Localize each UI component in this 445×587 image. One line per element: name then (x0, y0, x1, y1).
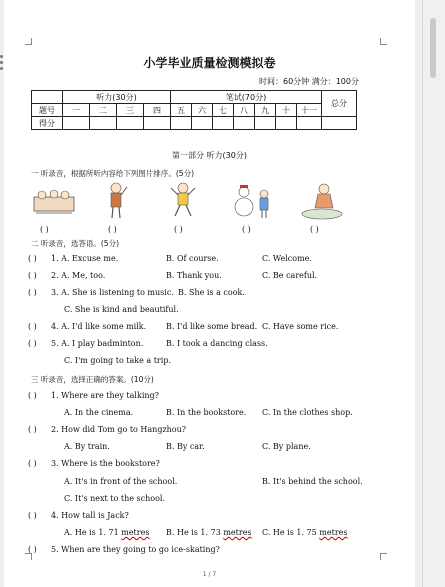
score-table (31, 90, 357, 130)
table-cell: 五 (171, 104, 192, 117)
scrollbar-thumb[interactable] (430, 18, 436, 78)
question-option: C. Be careful. (262, 271, 318, 280)
margin-mark (380, 38, 387, 45)
question-text: 2. How did Tom go to Hangzhou? (51, 425, 187, 434)
question-option: B. He is 1. 73 metres (166, 528, 252, 537)
question-option: B. Thank you. (166, 271, 222, 280)
answer-bracket[interactable]: ( ) (28, 339, 37, 348)
score-cell[interactable] (90, 117, 117, 130)
answer-bracket[interactable]: ( ) (28, 391, 37, 400)
score-cell[interactable] (322, 117, 357, 130)
question-option: C. Have some rice. (262, 322, 339, 331)
answer-bracket[interactable]: ( ) (174, 225, 183, 234)
listening-header: 听力(30分) (63, 91, 171, 104)
answer-bracket[interactable]: ( ) (28, 425, 37, 434)
document-page (4, 0, 415, 587)
table-cell: 得分 (32, 117, 63, 130)
question-option: 4. A. I'd like some milk. (51, 322, 147, 331)
score-cell[interactable] (192, 117, 213, 130)
question-text: 1. Where are they talking? (51, 391, 159, 400)
answer-bracket[interactable]: ( ) (310, 225, 319, 234)
question-option: C. It's next to the school. (64, 494, 165, 503)
margin-mark (380, 553, 387, 560)
score-cell[interactable] (234, 117, 255, 130)
question-text: 3. Where is the bookstore? (51, 459, 160, 468)
section-3-heading: 三 听录音，选择正确的答案。(10分) (31, 375, 154, 384)
question-option: A. By train. (64, 442, 110, 451)
table-cell: 题号 (32, 104, 63, 117)
question-option: C. He is 1. 75 metres (262, 528, 348, 537)
question-option: B. It's behind the school. (262, 477, 363, 486)
question-text: 4. How tall is Jack? (51, 511, 129, 520)
exam-meta: 时间：60分钟 满分：100分 (259, 77, 359, 86)
section-1-heading: 一 听录音，根据所听内容给下列图片排序。(5分) (31, 169, 195, 178)
question-option: C. She is kind and beautiful. (64, 305, 179, 314)
question-option: B. Of course. (166, 254, 219, 263)
boy-waving-icon (102, 180, 130, 222)
question-option: 3. A. She is listening to music. (51, 288, 174, 297)
question-option: B. In the bookstore. (166, 408, 247, 417)
page-title: 小学毕业质量检测模拟卷 (143, 56, 276, 70)
answer-bracket[interactable]: ( ) (28, 271, 37, 280)
table-cell: 四 (144, 104, 171, 117)
boy-jumping-icon (168, 180, 198, 222)
score-cell[interactable] (117, 117, 144, 130)
answer-bracket[interactable]: ( ) (40, 225, 49, 234)
question-option: A. He is 1. 71 metres (64, 528, 150, 537)
children-in-bed-icon (32, 183, 76, 219)
question-option: 2. A. Me, too. (51, 271, 106, 280)
question-option: B. I took a dancing class. (166, 339, 268, 348)
table-cell: 七 (213, 104, 234, 117)
score-cell[interactable] (255, 117, 276, 130)
answer-bracket[interactable]: ( ) (28, 459, 37, 468)
answer-bracket[interactable]: ( ) (108, 225, 117, 234)
section-2-heading: 二 听录音，选答语。(5分) (31, 239, 120, 248)
question-option: B. She is a cook. (178, 288, 245, 297)
answer-bracket[interactable]: ( ) (28, 288, 37, 297)
score-cell[interactable] (213, 117, 234, 130)
page-number: 1 / 7 (202, 571, 217, 578)
margin-mark (25, 38, 32, 45)
score-cell[interactable] (63, 117, 90, 130)
table-cell: 三 (117, 104, 144, 117)
question-option: B. I'd like some bread. (166, 322, 258, 331)
total-header: 总分 (322, 91, 357, 117)
table-cell: 一 (63, 104, 90, 117)
vertical-scrollbar[interactable] (422, 0, 445, 587)
question-text: 5. When are they going to go ice-skating? (51, 545, 220, 554)
answer-bracket[interactable]: ( ) (28, 254, 37, 263)
question-option: C. Welcome. (262, 254, 312, 263)
question-option: A. In the cinema. (64, 408, 134, 417)
question-option: 5. A. I play badminton. (51, 339, 144, 348)
score-cell[interactable] (276, 117, 297, 130)
answer-bracket[interactable]: ( ) (242, 225, 251, 234)
table-cell: 十 (276, 104, 297, 117)
question-option: A. It's in front of the school. (64, 477, 178, 486)
margin-mark (25, 553, 32, 560)
score-cell[interactable] (144, 117, 171, 130)
score-cell[interactable] (171, 117, 192, 130)
snowman-kids-icon (230, 180, 276, 222)
answer-bracket[interactable]: ( ) (28, 511, 37, 520)
question-option: B. By car. (166, 442, 205, 451)
question-option: C. By plane. (262, 442, 311, 451)
table-cell: 二 (90, 104, 117, 117)
score-cell[interactable] (297, 117, 322, 130)
answer-bracket[interactable]: ( ) (28, 545, 37, 554)
question-option: C. I'm going to take a trip. (64, 356, 171, 365)
girl-picnic-icon (300, 180, 344, 222)
part-heading: 第一部分 听力(30分) (172, 151, 247, 160)
table-cell: 八 (234, 104, 255, 117)
question-option: 1. A. Excuse me. (51, 254, 119, 263)
table-cell: 九 (255, 104, 276, 117)
question-option: C. In the clothes shop. (262, 408, 353, 417)
answer-bracket[interactable]: ( ) (28, 322, 37, 331)
table-cell: 十一 (297, 104, 322, 117)
writing-header: 笔试(70分) (171, 91, 322, 104)
table-cell: 六 (192, 104, 213, 117)
